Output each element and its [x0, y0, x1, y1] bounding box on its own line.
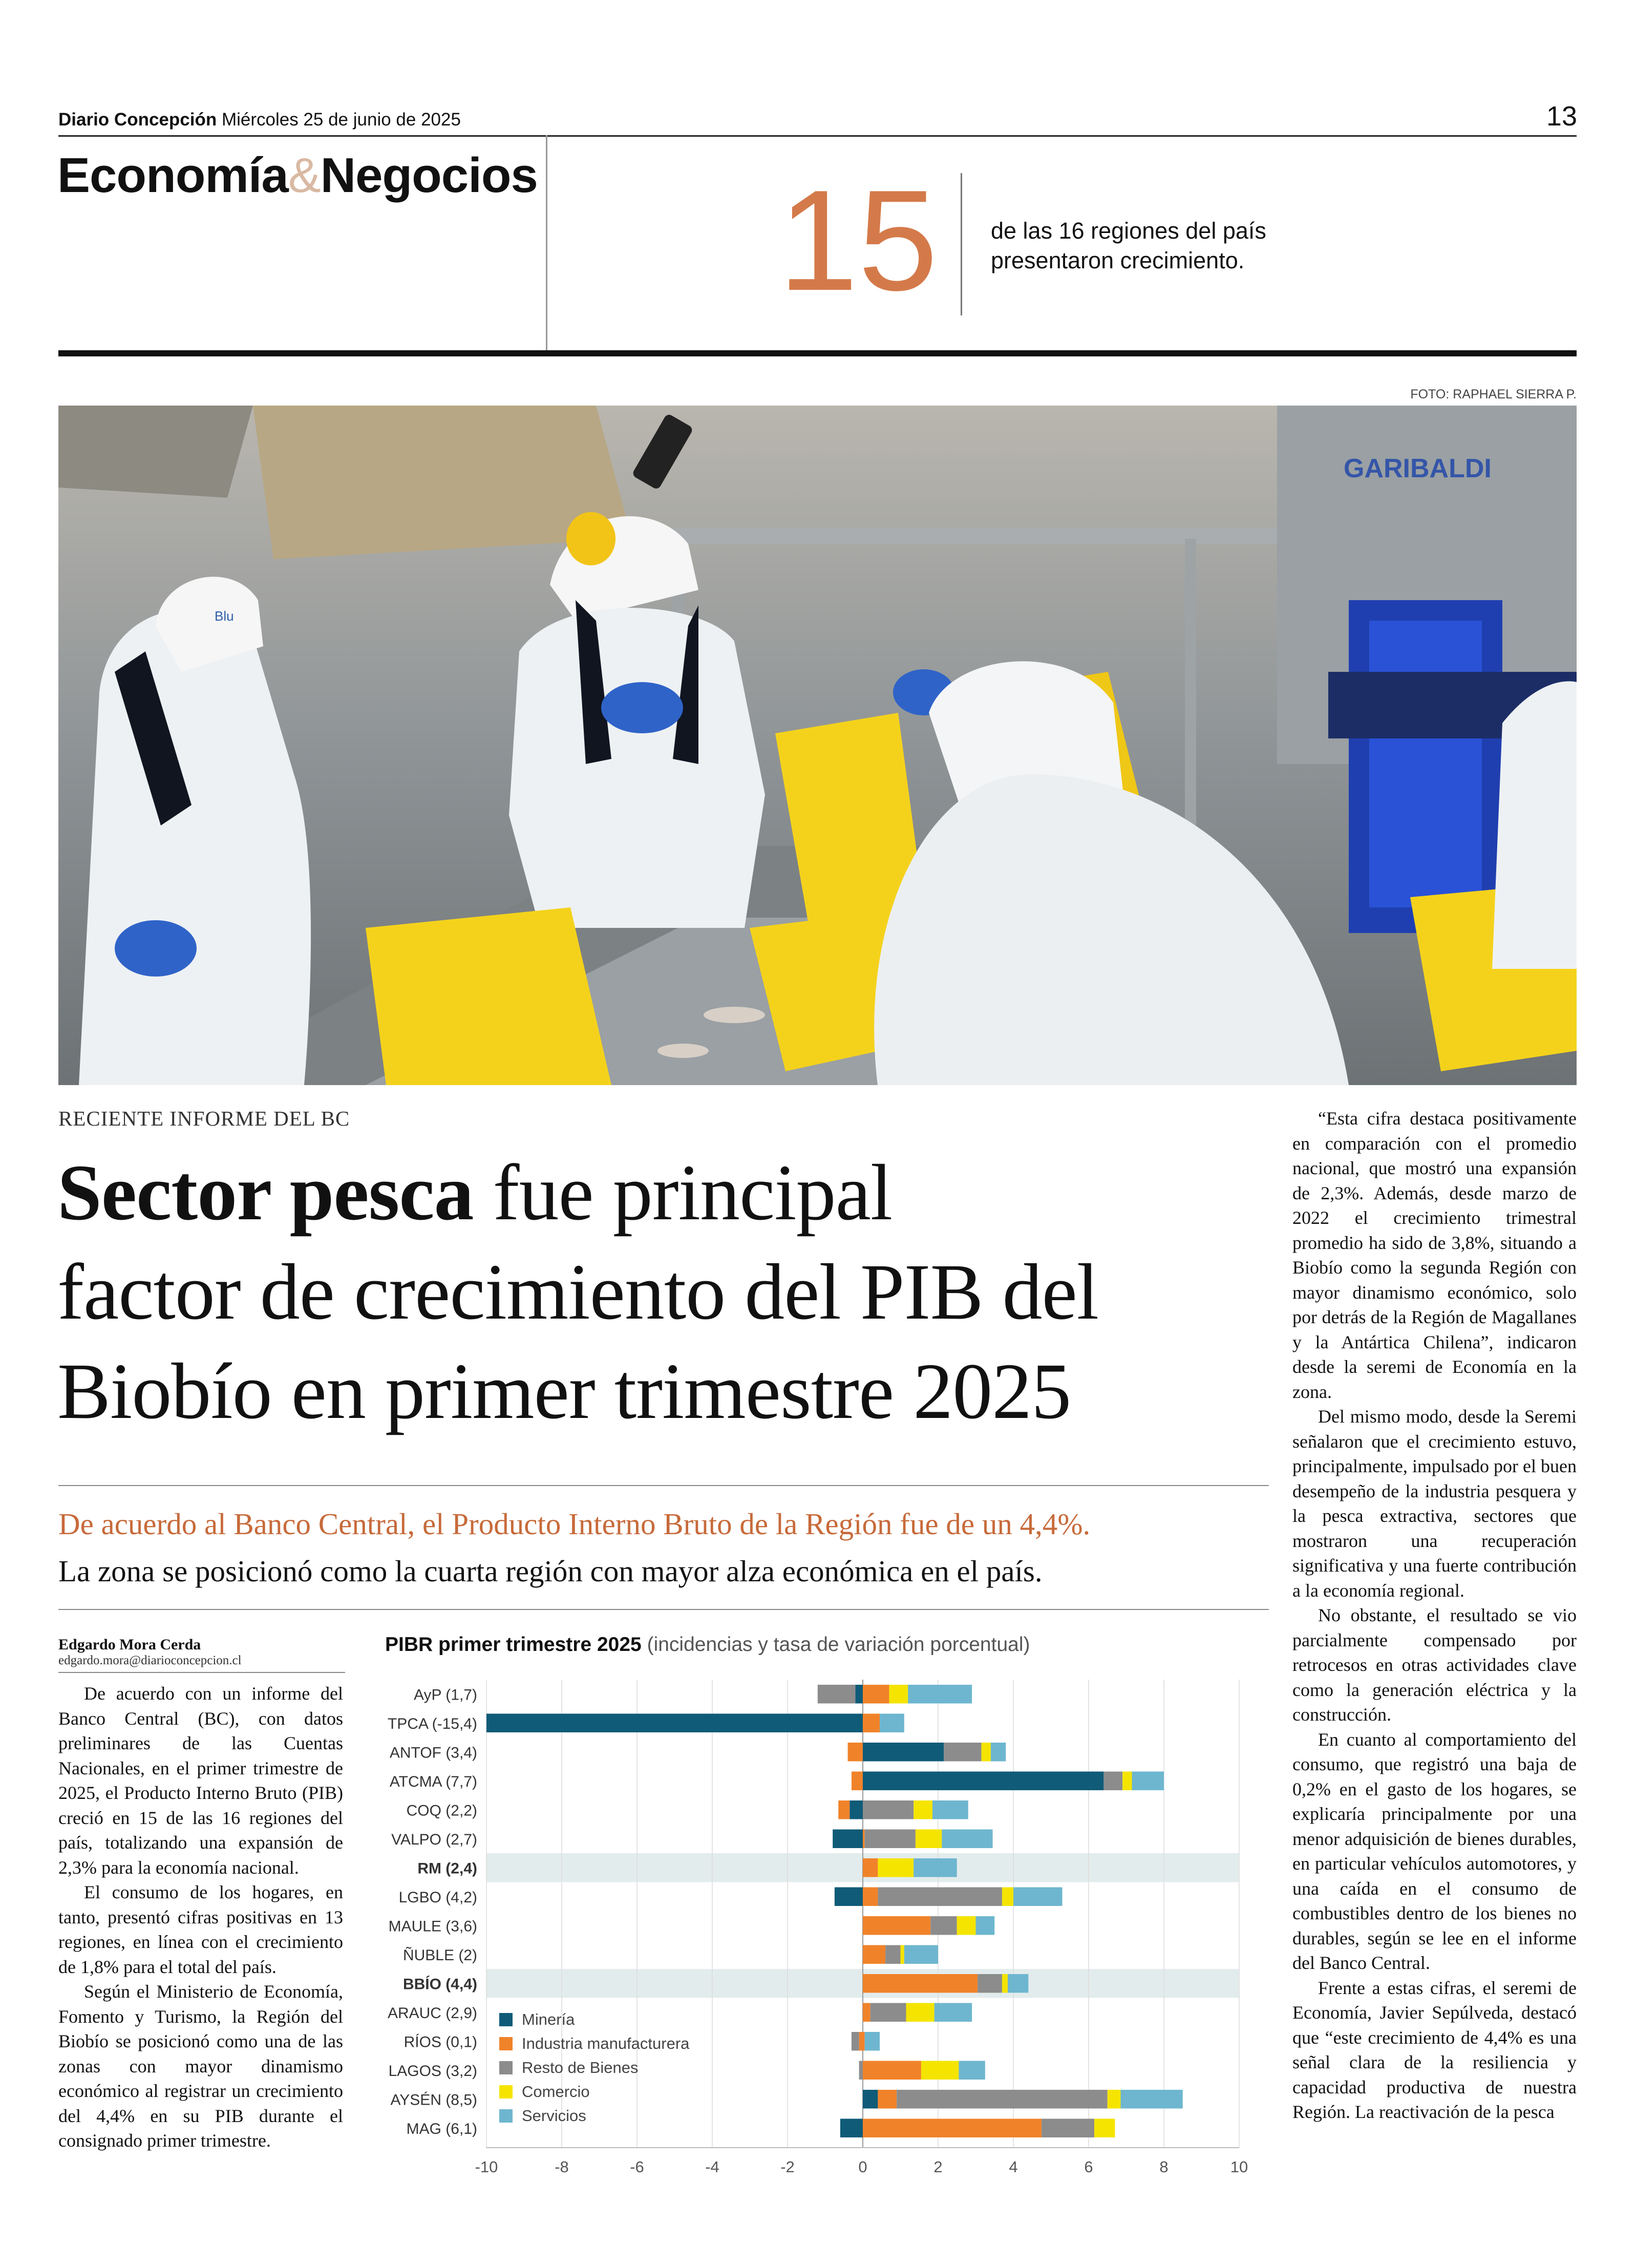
bar-segment-comercio — [1094, 2119, 1115, 2138]
bar-segment-servicios — [913, 1858, 957, 1877]
legend-item-servicios — [499, 2104, 689, 2128]
deck — [58, 1500, 1090, 1595]
bar-segment-industria-manufacturera — [852, 1772, 863, 1791]
bar-segment-comercio — [957, 1916, 976, 1935]
paper-name[interactable]: Diario Concepción — [58, 110, 217, 130]
right-paragraph-4: En cuanto al comportamiento del consumo, que registró una baja de 0,2% en el gasto de los hogares, se explicaría principalmente por una menor adquisición de bienes durables, en particular vehículos automotores, y una caída en el consumo de combustibles dentro de los bienes no durables, según se lee en el informe del Banco Central. — [1292, 1729, 1577, 1973]
bar-segment-industria-manufacturera — [863, 1685, 889, 1704]
headline-line2: factor de crecimiento del PIB del — [57, 1247, 1099, 1336]
bar-segment-servicios — [908, 1685, 972, 1704]
big-stat-caption — [991, 216, 1266, 275]
bar-segment-resto-de-bienes — [978, 1974, 1002, 1993]
legend-label-industria: Industria manufacturera — [522, 2034, 690, 2052]
bar-segment-servicios — [1008, 1974, 1028, 1993]
category-label: BBÍO (4,4) — [402, 1976, 477, 1993]
category-label: AyP (1,7) — [414, 1686, 477, 1704]
right-column — [1292, 1106, 1577, 2125]
category-label: MAG (6,1) — [406, 2120, 477, 2137]
bar-segment-comercio — [982, 1743, 991, 1762]
bar-segment-servicios — [865, 2032, 880, 2051]
legend-item-mineria — [499, 2007, 689, 2031]
category-label: VALPO (2,7) — [391, 1831, 477, 1848]
bar-segment-minería — [486, 1714, 863, 1733]
bar-segment-minería — [863, 2090, 878, 2109]
bar-segment-industria-manufacturera — [863, 1858, 878, 1877]
big-stat-divider — [961, 173, 962, 315]
lead-photo-illustration — [58, 406, 1577, 1085]
section-title-part2: Negocios — [320, 148, 538, 203]
lead-photo — [58, 406, 1577, 1085]
section-title-amp: & — [288, 148, 321, 203]
deck-bottom-rule — [58, 1609, 1269, 1610]
x-tick-label: -2 — [780, 2158, 795, 2176]
big-stat-caption-line1: de las 16 regiones del país — [991, 218, 1266, 244]
category-label: ÑUBLE (2) — [402, 1946, 477, 1964]
bar-segment-resto-de-bienes — [863, 1800, 913, 1819]
bar-segment-industria-manufacturera — [863, 1888, 878, 1906]
right-paragraph-2: Del mismo modo, desde la Seremi señalaron que el crecimiento estuvo, principalmente, impulsado por el buen desempeño de la industria pesquera y la pesca extractiva, sectores que mostraron una recuperación significativa y una fuerte contribución a la economía regional. — [1292, 1406, 1577, 1601]
bar-segment-comercio — [1108, 2090, 1121, 2109]
category-label: TPCA (-15,4) — [387, 1715, 477, 1732]
bar-segment-comercio — [1002, 1888, 1013, 1906]
bar-segment-servicios — [1120, 2090, 1182, 2109]
category-label: LAGOS (3,2) — [388, 2062, 477, 2080]
bar-segment-resto-de-bienes — [1042, 2119, 1094, 2138]
legend-item-comercio — [499, 2080, 689, 2104]
bar-segment-servicios — [880, 1714, 904, 1733]
headline-rest1: fue principal — [473, 1148, 893, 1237]
bar-segment-comercio — [921, 2061, 959, 2080]
bar-segment-comercio — [916, 1830, 942, 1849]
bar-segment-comercio — [1002, 1974, 1008, 1993]
left-paragraph-3: Según el Ministerio de Economía, Fomento y Turismo, la Región del Biobío se posicionó como una de las zonas con mayor dinamismo económico al registrar un crecimiento del 4,4% en su PIB durante el consignado primer trimestre. — [58, 1981, 343, 2151]
bar-segment-comercio — [878, 1858, 913, 1877]
category-label: MAULE (3,6) — [388, 1918, 477, 1935]
bar-segment-minería — [835, 1888, 863, 1906]
author-name: Edgardo Mora Cerda — [58, 1636, 201, 1653]
page-number: 13 — [1546, 101, 1577, 132]
bar-segment-industria-manufacturera — [863, 2119, 1042, 2138]
x-tick-label: 10 — [1230, 2158, 1248, 2176]
bar-segment-resto-de-bienes — [870, 2003, 906, 2022]
bar-segment-resto-de-bienes — [865, 1830, 916, 1849]
left-column — [58, 1681, 343, 2153]
bar-segment-minería — [855, 1685, 863, 1704]
header-top-rule — [58, 135, 1577, 137]
left-paragraph-1: De acuerdo con un informe del Banco Central (BC), con datos preliminares de las Cuentas Nacionales, en el primer trimestre de 2025, el Producto Interno Bruto (PIB) creció en 15 de las 16 regiones del país, totalizando una expansión de 2,3% para la economía nacional. — [58, 1683, 343, 1878]
bar-segment-industria-manufacturera — [863, 2032, 865, 2051]
left-paragraph-2: El consumo de los hogares, en tanto, presentó cifras positivas en 13 regiones, en línea con el crecimiento de 1,8% para el total del país. — [58, 1882, 343, 1977]
chart-title-main: PIBR primer trimestre 2025 — [385, 1634, 642, 1656]
right-paragraph-3: No obstante, el resultado se vio parcialmente compensado por retrocesos en otras actividades clave como la generación eléctrica y la construcción. — [1292, 1605, 1577, 1725]
headline-bold: Sector pesca — [57, 1148, 474, 1237]
bar-segment-comercio — [901, 1945, 904, 1964]
bar-segment-minería — [833, 1830, 863, 1849]
bar-segment-industria-manufacturera — [863, 2003, 870, 2022]
byline — [58, 1636, 345, 1673]
cap-logo: Blu — [215, 608, 234, 624]
x-tick-label: 4 — [1009, 2158, 1018, 2176]
chart-legend — [499, 2007, 689, 2128]
bar-segment-servicios — [959, 2061, 985, 2080]
category-label: LGBO (4,2) — [398, 1889, 477, 1906]
bar-segment-resto-de-bienes — [852, 2032, 859, 2051]
bar-segment-industria-manufacturera — [848, 1743, 863, 1762]
headline — [57, 1143, 1098, 1441]
right-paragraph-5: Frente a estas cifras, el seremi de Economía, Javier Sepúlveda, destacó que “este crecimiento de 4,4% es una señal clara de la resiliencia y capacidad productiva de nuestra Región. La reactivación de la pesca — [1292, 1977, 1577, 2122]
legend-swatch-industria — [499, 2037, 513, 2050]
deck-line2: La zona se posicionó como la cuarta región con mayor alza económica en el país. — [58, 1554, 1043, 1588]
issue-date: Miércoles 25 de junio de 2025 — [221, 110, 461, 130]
legend-label-resto: Resto de Bienes — [522, 2058, 639, 2076]
legend-swatch-resto — [499, 2061, 513, 2074]
bar-segment-industria-manufacturera — [863, 2061, 921, 2080]
chart-subtitle: (incidencias y tasa de variación porcentual) — [647, 1634, 1030, 1656]
bar-segment-servicios — [991, 1743, 1006, 1762]
category-label: ARAUC (2,9) — [387, 2004, 477, 2022]
x-tick-label: 0 — [858, 2158, 867, 2176]
bar-segment-comercio — [906, 2003, 934, 2022]
bar-segment-comercio — [913, 1800, 932, 1819]
bar-segment-servicios — [934, 2003, 972, 2022]
section-title — [57, 147, 538, 204]
legend-swatch-comercio — [499, 2085, 513, 2099]
bar-segment-resto-de-bienes — [885, 1945, 900, 1964]
bar-segment-resto-de-bienes — [818, 1685, 856, 1704]
x-tick-label: -6 — [630, 2158, 644, 2176]
bar-segment-resto-de-bienes — [897, 2090, 1108, 2109]
headline-line3: Biobío en primer trimestre 2025 — [57, 1347, 1071, 1435]
headline-line1 — [57, 1143, 1098, 1242]
header-divider-left — [546, 135, 547, 350]
header-bottom-rule — [58, 350, 1577, 356]
big-stat-number: 15 — [778, 161, 938, 321]
legend-item-industria — [499, 2031, 689, 2055]
legend-item-resto — [499, 2055, 689, 2080]
masthead-line — [58, 110, 461, 130]
bar-segment-comercio — [889, 1685, 908, 1704]
bar-segment-industria-manufacturera — [863, 1830, 865, 1849]
bar-segment-industria-manufacturera — [838, 1800, 849, 1819]
x-tick-label: 2 — [933, 2158, 943, 2176]
bar-segment-industria-manufacturera — [863, 1974, 978, 1993]
x-tick-label: 8 — [1159, 2158, 1168, 2176]
x-tick-label: -8 — [555, 2158, 569, 2176]
author-email[interactable]: edgardo.mora@diarioconcepcion.cl — [58, 1654, 242, 1667]
kicker: RECIENTE INFORME DEL BC — [58, 1107, 350, 1130]
category-label: ATCMA (7,7) — [389, 1773, 477, 1790]
legend-label-comercio: Comercio — [522, 2082, 590, 2101]
bar-segment-comercio — [1122, 1772, 1132, 1791]
bar-segment-industria-manufacturera — [859, 2032, 863, 2051]
bar-segment-resto-de-bienes — [944, 1743, 982, 1762]
bar-segment-servicios — [1013, 1888, 1063, 1906]
bar-segment-minería — [863, 1772, 1103, 1791]
bar-segment-servicios — [932, 1800, 968, 1819]
photo-credit: FOTO: RAPHAEL SIERRA P. — [1410, 387, 1577, 401]
bar-segment-industria-manufacturera — [878, 2090, 897, 2109]
bar-segment-resto-de-bienes — [878, 1888, 1002, 1906]
category-label: AYSÉN (8,5) — [390, 2091, 477, 2109]
bar-segment-servicios — [976, 1916, 995, 1935]
bar-segment-resto-de-bienes — [859, 2061, 863, 2080]
legend-label-servicios: Servicios — [522, 2106, 586, 2125]
right-paragraph-1: “Esta cifra destaca positivamente en comparación con el promedio nacional, que mostró una expansión de 2,3%. Además, desde marzo de 2022 el crecimiento trimestral promedio ha sido de 3,8%, situando a Biobío como la segunda Región con mayor dinamismo económico, solo por detrás de la Región de Magallanes y la Antártica Chilena”, indicaron desde la seremi de Economía en la zona. — [1292, 1108, 1577, 1402]
category-label: RÍOS (0,1) — [403, 2033, 477, 2051]
section-title-part1: Economía — [57, 148, 288, 203]
deck-top-rule — [58, 1485, 1269, 1486]
category-label: RM (2,4) — [417, 1860, 477, 1877]
bar-segment-servicios — [904, 1945, 938, 1964]
category-label: ANTOF (3,4) — [389, 1744, 477, 1762]
legend-label-mineria: Minería — [522, 2010, 575, 2028]
bar-segment-servicios — [942, 1830, 992, 1849]
x-tick-label: -10 — [475, 2158, 498, 2176]
category-label: COQ (2,2) — [406, 1802, 477, 1819]
bar-segment-resto-de-bienes — [1103, 1772, 1122, 1791]
big-stat-caption-line2: presentaron crecimiento. — [991, 247, 1245, 273]
chart-title — [385, 1634, 1030, 1656]
legend-swatch-servicios — [499, 2109, 513, 2123]
bar-segment-industria-manufacturera — [863, 1945, 885, 1964]
bar-segment-servicios — [1132, 1772, 1164, 1791]
bar-segment-minería — [849, 1800, 863, 1819]
machine-brand: GARIBALDI — [1344, 454, 1492, 483]
bar-segment-industria-manufacturera — [863, 1714, 880, 1733]
x-tick-label: 6 — [1084, 2158, 1093, 2176]
x-tick-label: -4 — [705, 2158, 719, 2176]
bar-segment-minería — [840, 2119, 863, 2138]
deck-line1: De acuerdo al Banco Central, el Producto Interno Bruto de la Región fue de un 4,4%. — [58, 1507, 1091, 1541]
bar-segment-minería — [863, 1743, 944, 1762]
bar-segment-resto-de-bienes — [930, 1916, 957, 1935]
legend-swatch-mineria — [499, 2013, 513, 2026]
bar-segment-industria-manufacturera — [863, 1916, 930, 1935]
